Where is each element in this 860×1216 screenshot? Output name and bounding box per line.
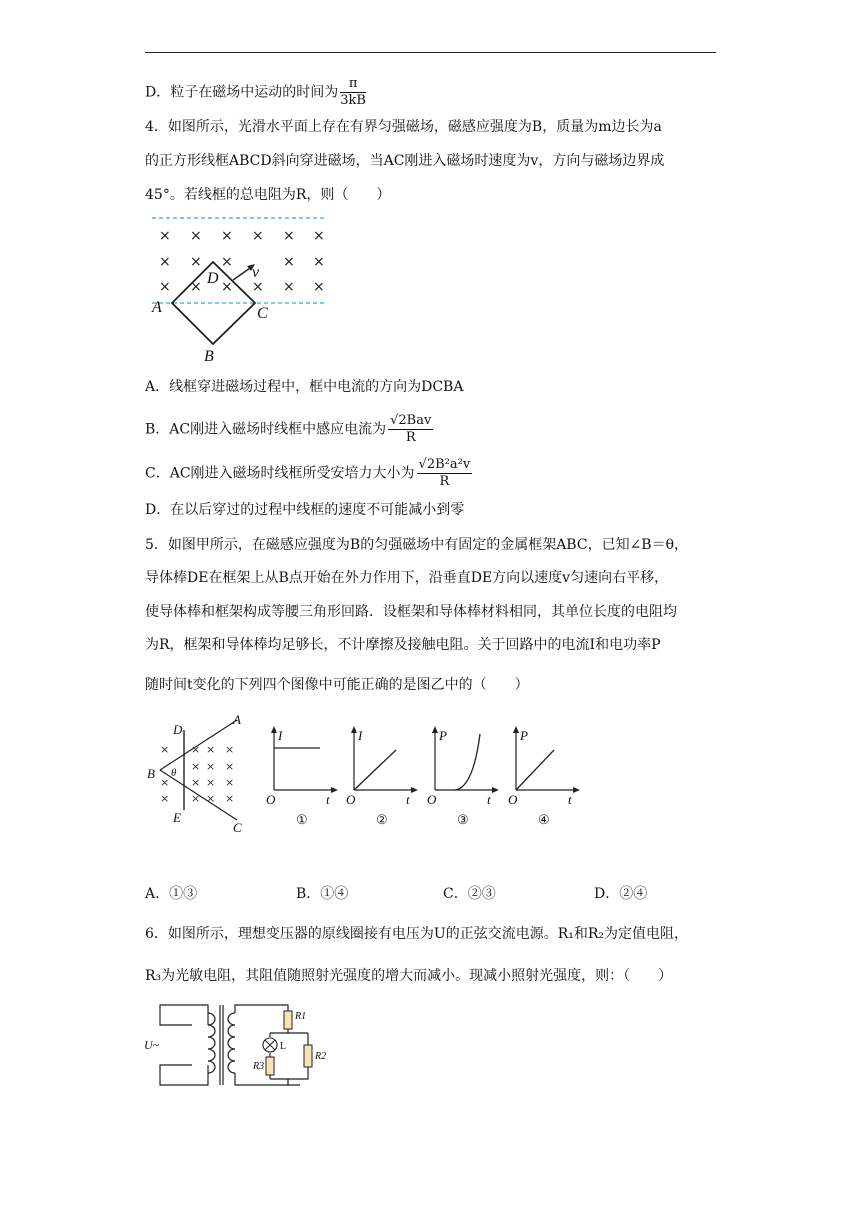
graph-caption: ③: [457, 812, 469, 827]
graph-caption: ①: [296, 812, 308, 827]
cross-mark: ×: [225, 743, 235, 756]
q4-stem-line2: 的正方形线框ABCD斜向穿进磁场，当AC刚进入磁场时速度为v，方向与磁场边界成: [145, 153, 665, 169]
label-a: A: [233, 712, 241, 727]
q4-stem-line1: 4．如图所示，光滑水平面上存在有界匀强磁场，磁感应强度为B，质量为m边长为a: [145, 119, 662, 135]
label-c: C: [257, 305, 268, 322]
graph-2: [346, 726, 418, 827]
q5-option-d: D．②④: [594, 886, 648, 902]
q5-stem-line2: 导体棒DE在框架上从B点开始在外力作用下，沿垂直DE方向以速度v匀速向右平移，: [145, 570, 669, 586]
label-u: U~: [144, 1038, 160, 1052]
label-e: E: [173, 810, 181, 825]
q5-stem-line1: 5．如图甲所示，在磁感应强度为B的匀强磁场中有固定的金属框架ABC，已知∠B＝θ，: [145, 537, 689, 553]
graph-ylabel: P: [520, 728, 528, 743]
y-axis-arrowhead: [351, 726, 357, 733]
cross-mark: ×: [160, 743, 170, 756]
q4-figure: [145, 210, 335, 370]
cross-mark: ×: [225, 792, 235, 805]
cross-mark: ×: [313, 228, 325, 244]
cross-mark: ×: [221, 279, 233, 295]
q4-option-d: D．在以后穿过的过程中线框的速度不可能减小到零: [145, 502, 465, 518]
graph-origin: O: [346, 792, 356, 807]
magnetic-field-crosses: [159, 228, 325, 295]
graph-1: [266, 726, 338, 827]
label-r2: R2: [315, 1051, 327, 1062]
graph-origin: O: [508, 792, 518, 807]
cross-mark: ×: [225, 776, 235, 789]
header-rule: [145, 52, 716, 53]
cross-mark: ×: [191, 776, 201, 789]
q3-option-d-text: D．粒子在磁场中运动的时间为: [145, 84, 339, 101]
cross-mark: ×: [252, 228, 264, 244]
q5-option-b: B．①④: [296, 886, 349, 902]
cross-mark: ×: [190, 228, 202, 244]
cross-mark: ×: [191, 792, 201, 805]
x-axis-arrowhead: [573, 787, 580, 793]
q5-stem-line5: 随时间t变化的下列四个图像中可能正确的是图乙中的（ ）: [145, 677, 529, 693]
cross-mark: ×: [283, 279, 295, 295]
q4-option-a: A．线框穿进磁场过程中，框中电流的方向为DCBA: [145, 379, 464, 395]
graph-ylabel: I: [278, 728, 283, 743]
label-c: C: [233, 820, 242, 835]
resistor-r1: [284, 1011, 292, 1029]
q6-circuit-figure: [140, 995, 340, 1095]
q5-option-c: C．②③: [443, 886, 496, 902]
q3-option-d-fraction: $\frac{\pi}{3kB}$: [340, 76, 366, 108]
q4-option-c: C．AC刚进入磁场时线框所受安培力大小为 $\frac{\text{√2B²a²v}}{R}$: [145, 457, 471, 489]
q5-stem-line3: 使导体棒和框架构成等腰三角形回路．设框架和导体棒材料相同，其单位长度的电阻均: [145, 604, 677, 620]
label-b: B: [147, 766, 155, 781]
q4-option-c-fraction: $\frac{\text{√2B²a²v}}{R}$: [418, 457, 471, 489]
q4-option-b: B．AC刚进入磁场时线框中感应电流为 $\frac{\text{√2Bav}}{R}$: [145, 413, 432, 445]
x-axis-arrowhead: [331, 787, 338, 793]
label-theta: θ: [171, 767, 177, 779]
graph-caption: ②: [376, 812, 388, 827]
cross-mark: ×: [191, 760, 201, 773]
primary-wire-bottom: [160, 1065, 208, 1085]
cross-mark: ×: [225, 760, 235, 773]
graph-3: [427, 726, 499, 827]
cross-mark: ×: [206, 743, 216, 756]
curve-linear: [354, 750, 396, 790]
primary-coil: [208, 1013, 215, 1073]
cross-mark: ×: [190, 279, 202, 295]
cross-mark: ×: [252, 279, 264, 295]
cross-mark: ×: [160, 776, 170, 789]
graph-origin: O: [266, 792, 276, 807]
q4-option-b-fraction: $\frac{\text{√2Bav}}{R}$: [390, 413, 432, 445]
graph-ylabel: I: [358, 728, 363, 743]
y-axis-arrowhead: [513, 726, 519, 733]
cross-mark: ×: [206, 776, 216, 789]
label-a: A: [152, 299, 162, 316]
q3-option-d: [145, 76, 366, 109]
cross-mark: ×: [313, 254, 325, 270]
wire: [288, 1067, 308, 1079]
wire: [270, 1079, 288, 1085]
graph-xlabel: t: [487, 792, 491, 807]
graph-4: [508, 726, 580, 827]
x-axis-arrowhead: [411, 787, 418, 793]
cross-mark: ×: [283, 254, 295, 270]
x-axis-arrowhead: [492, 787, 499, 793]
cross-mark: ×: [283, 228, 295, 244]
graph-xlabel: t: [568, 792, 572, 807]
q5-figure: [140, 708, 590, 838]
y-axis-arrowhead: [432, 726, 438, 733]
q5-stem-line4: 为R，框架和导体棒均足够长，不计摩擦及接触电阻。关于回路中的电流I和电功率P: [145, 637, 661, 653]
q6-stem-line2: R₃为光敏电阻，其阻值随照射光强度的增大而减小。现减小照射光强度，则：（ ）: [145, 968, 673, 984]
cross-mark: ×: [313, 279, 325, 295]
cross-mark: ×: [160, 792, 170, 805]
cross-mark: ×: [221, 254, 233, 270]
graph-xlabel: t: [406, 792, 410, 807]
graph-xlabel: t: [326, 792, 330, 807]
graph-origin: O: [427, 792, 437, 807]
label-d: D: [207, 270, 219, 287]
label-r3: R3: [253, 1061, 265, 1072]
graph-ylabel: P: [439, 728, 447, 743]
curve-parabola: [455, 734, 480, 790]
label-b: B: [204, 348, 214, 365]
cross-mark: ×: [159, 279, 171, 295]
q6-stem-line1: 6．如图所示，理想变压器的原线圈接有电压为U的正弦交流电源。R₁和R₂为定值电阻，: [145, 926, 689, 942]
cross-mark: ×: [159, 228, 171, 244]
q5-frame-figure: [147, 712, 242, 835]
label-d: D: [173, 722, 183, 737]
cross-mark: ×: [190, 254, 202, 270]
resistor-r2: [304, 1045, 312, 1067]
primary-wire-top: [160, 1005, 208, 1025]
label-v: v: [252, 264, 260, 281]
q4-stem-line3: 45°。若线框的总电阻为R，则（ ）: [145, 187, 391, 203]
cross-mark: ×: [221, 228, 233, 244]
curve-linear: [516, 750, 554, 790]
y-axis-arrowhead: [271, 726, 277, 733]
q5-option-a: A．①③: [145, 886, 198, 902]
secondary-wire-top: [235, 1005, 288, 1013]
graph-caption: ④: [538, 812, 550, 827]
label-l: L: [280, 1041, 287, 1052]
secondary-coil: [228, 1013, 235, 1073]
cross-mark: ×: [191, 743, 201, 756]
cross-mark: ×: [206, 792, 216, 805]
cross-mark: ×: [206, 760, 216, 773]
cross-mark: ×: [159, 254, 171, 270]
resistor-r3: [266, 1057, 274, 1075]
label-r1: R1: [295, 1011, 307, 1022]
